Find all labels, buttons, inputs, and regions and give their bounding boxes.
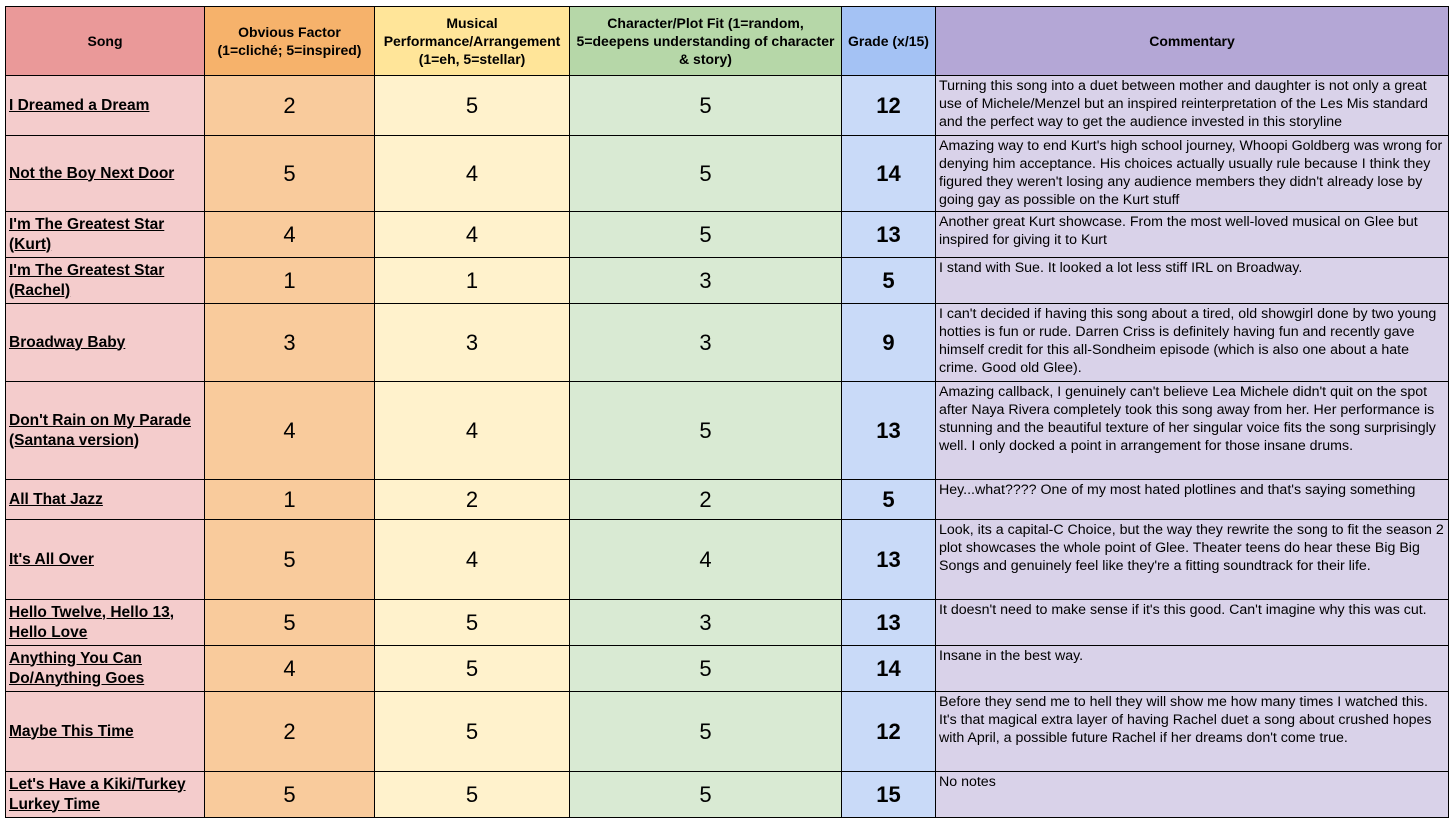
song-cell[interactable]: Maybe This Time — [6, 692, 205, 772]
grade-cell[interactable]: 13 — [842, 600, 936, 646]
grade-cell[interactable]: 13 — [842, 520, 936, 600]
header-commentary[interactable]: Commentary — [936, 7, 1449, 76]
musical-performance-cell[interactable]: 5 — [375, 646, 570, 692]
obvious-factor-cell[interactable]: 4 — [205, 382, 375, 480]
obvious-factor-cell[interactable]: 2 — [205, 692, 375, 772]
commentary-cell[interactable]: Amazing callback, I genuinely can't believe Lea Michele didn't quit on the spot after Naya Rivera completely took this song away from her. Her performance is stunning and the beautiful texture of her singular voice fits the song surprisingly well. I only docked a point in arrangement for those insane drums. — [936, 382, 1449, 480]
obvious-factor-cell[interactable]: 3 — [205, 304, 375, 382]
table-row — [6, 600, 1449, 646]
musical-performance-cell[interactable]: 5 — [375, 600, 570, 646]
grade-cell[interactable]: 15 — [842, 772, 936, 818]
character-plot-fit-cell[interactable]: 2 — [570, 480, 842, 520]
commentary-cell[interactable]: Another great Kurt showcase. From the most well-loved musical on Glee but inspired for giving it to Kurt — [936, 212, 1449, 258]
obvious-factor-cell[interactable]: 5 — [205, 772, 375, 818]
grade-cell[interactable]: 12 — [842, 76, 936, 136]
grade-cell[interactable]: 9 — [842, 304, 936, 382]
song-cell[interactable]: Anything You Can Do/Anything Goes — [6, 646, 205, 692]
musical-performance-cell[interactable]: 2 — [375, 480, 570, 520]
ratings-table — [5, 6, 1449, 818]
grade-cell[interactable]: 5 — [842, 480, 936, 520]
character-plot-fit-cell[interactable]: 5 — [570, 212, 842, 258]
table-row — [6, 480, 1449, 520]
commentary-cell[interactable]: No notes — [936, 772, 1449, 818]
grade-cell[interactable]: 13 — [842, 382, 936, 480]
song-cell[interactable]: Don't Rain on My Parade (Santana version) — [6, 382, 205, 480]
musical-performance-cell[interactable]: 5 — [375, 692, 570, 772]
musical-performance-cell[interactable]: 5 — [375, 772, 570, 818]
grade-cell[interactable]: 13 — [842, 212, 936, 258]
commentary-cell[interactable]: Amazing way to end Kurt's high school journey, Whoopi Goldberg was wrong for denying him acceptance. His choices actually usually rule because I think they figured they weren't losing any audience members they didn't already lose by going gay as possible on the Kurt stuff — [936, 136, 1449, 212]
table-row — [6, 772, 1449, 818]
header-character-plot-fit[interactable]: Character/Plot Fit (1=random, 5=deepens understanding of character & story) — [570, 7, 842, 76]
obvious-factor-cell[interactable]: 1 — [205, 480, 375, 520]
table-row — [6, 382, 1449, 480]
header-row — [6, 7, 1449, 76]
song-cell[interactable]: I Dreamed a Dream — [6, 76, 205, 136]
table-row — [6, 212, 1449, 258]
song-cell[interactable]: Let's Have a Kiki/Turkey Lurkey Time — [6, 772, 205, 818]
song-cell[interactable]: It's All Over — [6, 520, 205, 600]
commentary-cell[interactable]: I stand with Sue. It looked a lot less stiff IRL on Broadway. — [936, 258, 1449, 304]
commentary-cell[interactable]: Before they send me to hell they will show me how many times I watched this. It's that magical extra layer of having Rachel duet a song about crushed hopes with April, a possible future Rachel if her dreams don't come true. — [936, 692, 1449, 772]
table-row — [6, 136, 1449, 212]
table-row — [6, 692, 1449, 772]
character-plot-fit-cell[interactable]: 5 — [570, 136, 842, 212]
grade-cell[interactable]: 5 — [842, 258, 936, 304]
table-row — [6, 304, 1449, 382]
commentary-cell[interactable]: Hey...what???? One of my most hated plotlines and that's saying something — [936, 480, 1449, 520]
character-plot-fit-cell[interactable]: 5 — [570, 76, 842, 136]
obvious-factor-cell[interactable]: 4 — [205, 646, 375, 692]
table-row — [6, 258, 1449, 304]
grade-cell[interactable]: 14 — [842, 646, 936, 692]
character-plot-fit-cell[interactable]: 3 — [570, 600, 842, 646]
obvious-factor-cell[interactable]: 1 — [205, 258, 375, 304]
character-plot-fit-cell[interactable]: 5 — [570, 772, 842, 818]
song-cell[interactable]: All That Jazz — [6, 480, 205, 520]
obvious-factor-cell[interactable]: 5 — [205, 520, 375, 600]
character-plot-fit-cell[interactable]: 5 — [570, 692, 842, 772]
song-cell[interactable]: Broadway Baby — [6, 304, 205, 382]
musical-performance-cell[interactable]: 3 — [375, 304, 570, 382]
musical-performance-cell[interactable]: 4 — [375, 136, 570, 212]
table-row — [6, 76, 1449, 136]
table-row — [6, 646, 1449, 692]
commentary-cell[interactable]: Insane in the best way. — [936, 646, 1449, 692]
musical-performance-cell[interactable]: 1 — [375, 258, 570, 304]
character-plot-fit-cell[interactable]: 5 — [570, 382, 842, 480]
song-cell[interactable]: I'm The Greatest Star (Kurt) — [6, 212, 205, 258]
obvious-factor-cell[interactable]: 5 — [205, 136, 375, 212]
header-grade[interactable]: Grade (x/15) — [842, 7, 936, 76]
character-plot-fit-cell[interactable]: 3 — [570, 258, 842, 304]
character-plot-fit-cell[interactable]: 4 — [570, 520, 842, 600]
musical-performance-cell[interactable]: 4 — [375, 520, 570, 600]
obvious-factor-cell[interactable]: 4 — [205, 212, 375, 258]
song-cell[interactable]: Not the Boy Next Door — [6, 136, 205, 212]
song-cell[interactable]: I'm The Greatest Star (Rachel) — [6, 258, 205, 304]
grade-cell[interactable]: 14 — [842, 136, 936, 212]
obvious-factor-cell[interactable]: 2 — [205, 76, 375, 136]
commentary-cell[interactable]: I can't decided if having this song about a tired, old showgirl done by two young hotties is fun or rude. Darren Criss is definitely having fun and recently gave himself credit for this all-Sondheim episode (which is also one about a hate crime. Good old Glee). — [936, 304, 1449, 382]
table-row — [6, 520, 1449, 600]
character-plot-fit-cell[interactable]: 3 — [570, 304, 842, 382]
character-plot-fit-cell[interactable]: 5 — [570, 646, 842, 692]
musical-performance-cell[interactable]: 4 — [375, 212, 570, 258]
song-cell[interactable]: Hello Twelve, Hello 13, Hello Love — [6, 600, 205, 646]
header-song[interactable]: Song — [6, 7, 205, 76]
musical-performance-cell[interactable]: 4 — [375, 382, 570, 480]
obvious-factor-cell[interactable]: 5 — [205, 600, 375, 646]
grade-cell[interactable]: 12 — [842, 692, 936, 772]
commentary-cell[interactable]: It doesn't need to make sense if it's this good. Can't imagine why this was cut. — [936, 600, 1449, 646]
header-musical-performance[interactable]: Musical Performance/Arrangement (1=eh, 5=stellar) — [375, 7, 570, 76]
musical-performance-cell[interactable]: 5 — [375, 76, 570, 136]
commentary-cell[interactable]: Look, its a capital-C Choice, but the way they rewrite the song to fit the season 2 plot showcases the whole point of Glee. Theater teens do hear these Big Big Songs and genuinely feel like they're a fitting soundtrack for their life. — [936, 520, 1449, 600]
header-obvious-factor[interactable]: Obvious Factor (1=cliché; 5=inspired) — [205, 7, 375, 76]
commentary-cell[interactable]: Turning this song into a duet between mother and daughter is not only a great use of Michele/Menzel but an inspired reinterpretation of the Les Mis standard and the perfect way to get the audience invested in this storyline — [936, 76, 1449, 136]
